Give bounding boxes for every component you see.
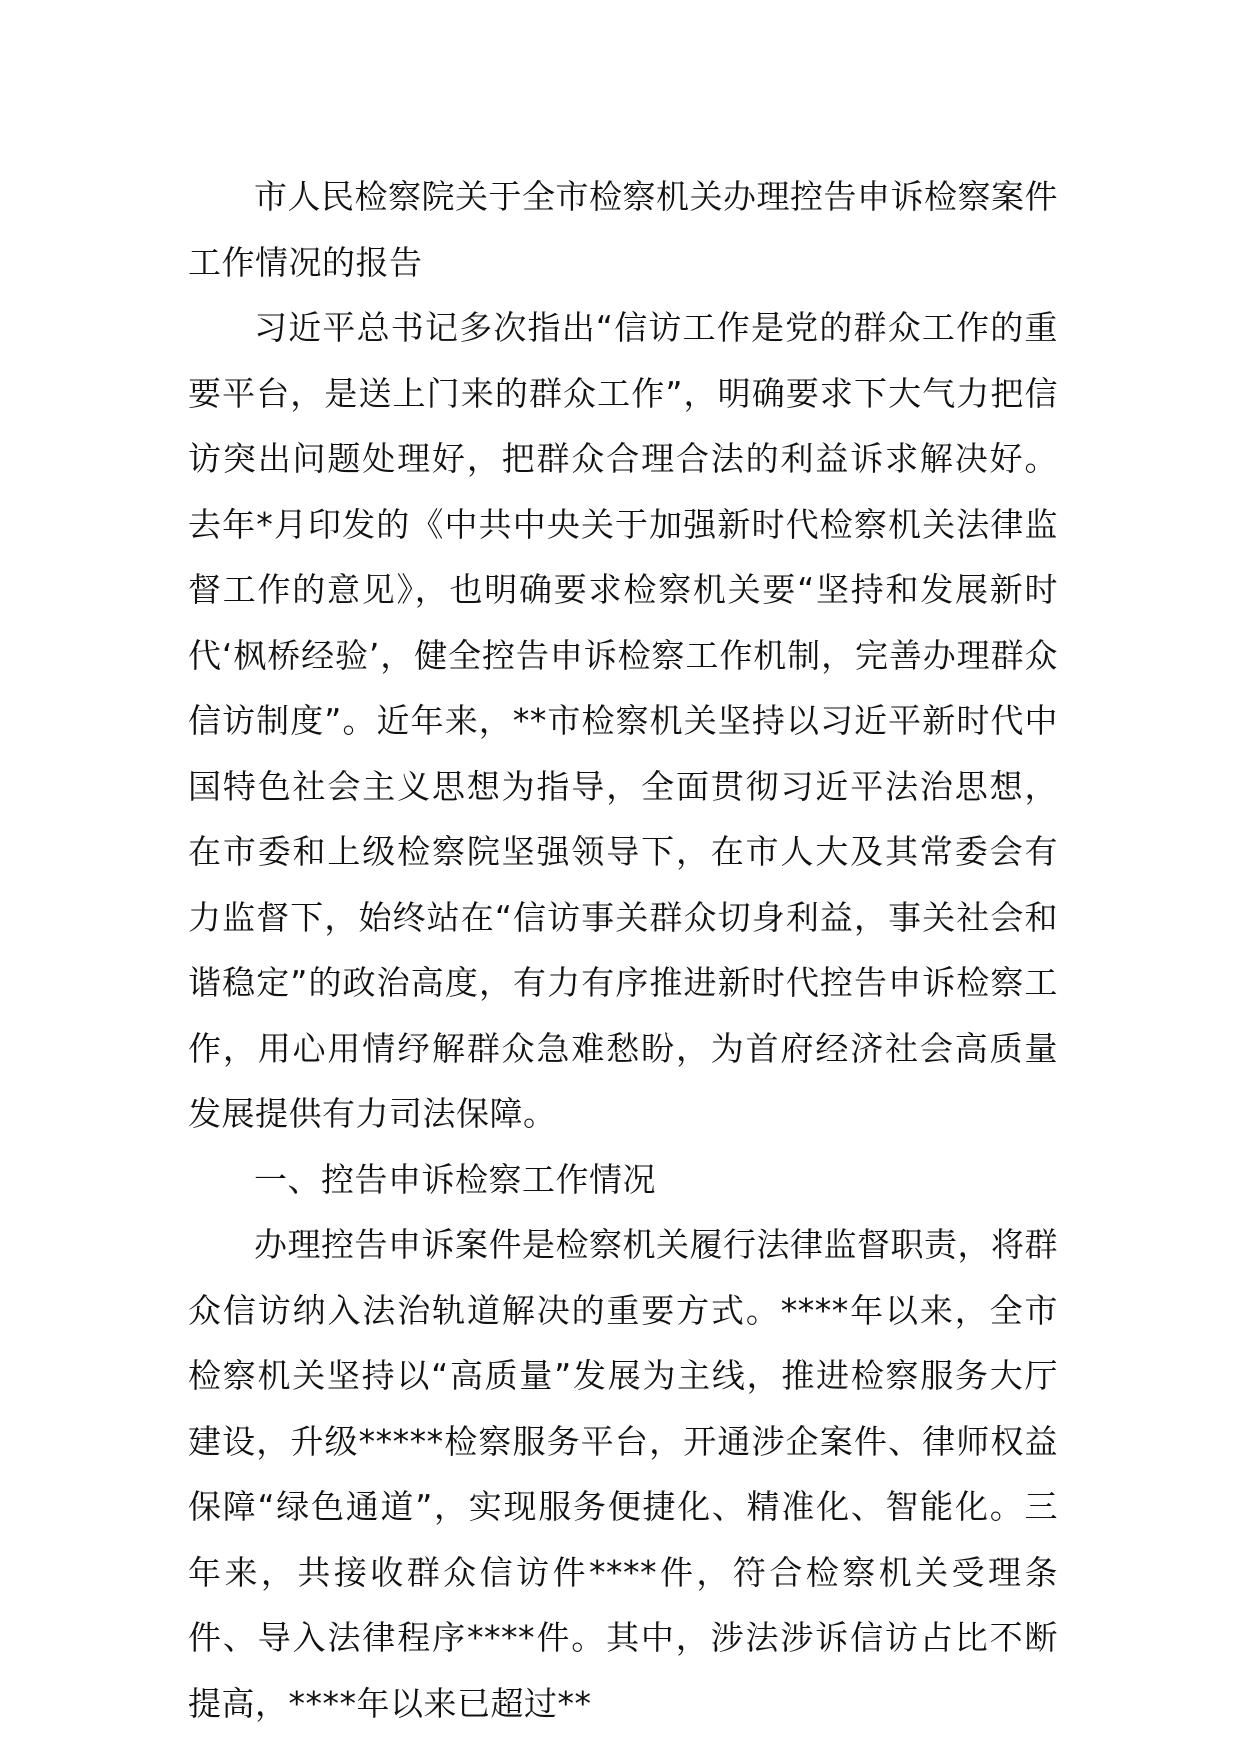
document-title: 市人民检察院关于全市检察机关办理控告申诉检察案件工作情况的报告: [188, 177, 1058, 282]
intro-paragraph: 习近平总书记多次指出“信访工作是党的群众工作的重要平台，是送上门来的群众工作”，明确要求下大气力把信访突出问题处理好，把群众合理合法的利益诉求解决好。去年*月印发的《中共中央关于加强新时代检察机关法律监督工作的意见》，也明确要求检察机关要“坚持和发展新时代‘枫桥经验’，健全控告申诉检察工作机制，完善办理群众信访制度”。近年来，**市检察机关坚持以习近平新时代中国特色社会主义思想为指导，全面贯彻习近平法治思想，在市委和上级检察院坚强领导下，在市人大及其常委会有力监督下，始终站在“信访事关群众切身利益，事关社会和谐稳定”的政治高度，有力有序推进新时代控告申诉检察工作，用心用情纾解群众急难愁盼，为首府经济社会高质量发展提供有力司法保障。: [188, 308, 1058, 1133]
section-paragraph: 办理控告申诉案件是检察机关履行法律监督职责，将群众信访纳入法治轨道解决的重要方式。****年以来，全市检察机关坚持以“高质量”发展为主线，推进检察服务大厅建设，升级*****检察服务平台，开通涉企案件、律师权益保障“绿色通道”，实现服务便捷化、精准化、智能化。三年来，共接收群众信访件****件，符合检察机关受理条件、导入法律程序****件。其中，涉法涉诉信访占比不断提高，****年以来已超过**: [188, 1225, 1058, 1723]
document-body: [188, 164, 1058, 1736]
section-heading: 一、控告申诉检察工作情况: [254, 1159, 656, 1199]
